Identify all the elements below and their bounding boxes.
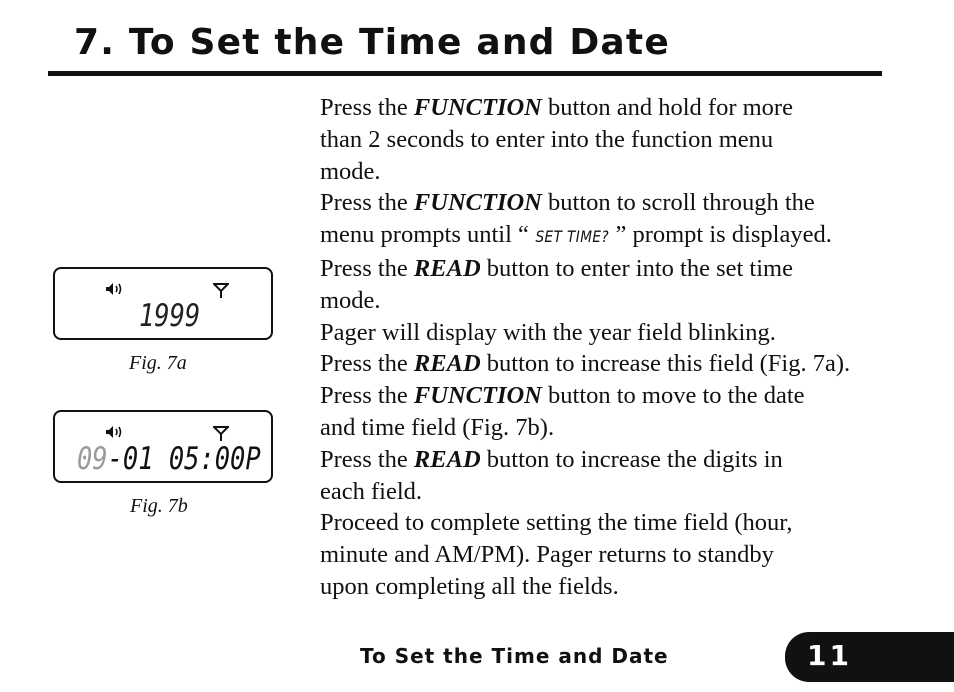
page-number: 11	[807, 639, 852, 672]
antenna-icon	[213, 425, 229, 441]
figure-caption-7a: Fig. 7a	[129, 352, 187, 374]
key-function: FUNCTION	[413, 94, 542, 121]
step-5: Press the READ button to increase this field (Fig. 7a).	[320, 350, 851, 378]
speaker-icon	[105, 425, 123, 439]
key-read: READ	[413, 254, 481, 282]
instructions-text	[320, 92, 920, 603]
blinking-month-field: 09	[77, 441, 108, 477]
speaker-icon	[105, 282, 123, 296]
step-3: Press the READ button to enter into the set time mode.	[320, 254, 793, 314]
step-8: Proceed to complete setting the time field (hour, minute and AM/PM). Pager returns to standby upon completing all the fields.	[320, 509, 793, 600]
step-7: Press the READ button to increase the digits in each field.	[320, 445, 783, 505]
step-2: Press the FUNCTION button to scroll through the menu prompts until “ SET TIME? ” prompt is displayed.	[320, 187, 920, 253]
step-6: Press the FUNCTION button to move to the date and time field (Fig. 7b).	[320, 382, 805, 441]
antenna-icon	[213, 282, 229, 298]
key-function: FUNCTION	[413, 189, 542, 217]
key-read: READ	[413, 445, 481, 473]
lcd-prompt: SET TIME?	[535, 227, 609, 247]
page-heading: 7. To Set the Time and Date	[74, 22, 670, 63]
page-number-tab	[785, 632, 954, 682]
pager-display-fig-7b	[53, 410, 273, 483]
pager-display-fig-7a	[53, 267, 273, 340]
date-time-rest: -01 05:00P	[107, 441, 261, 477]
step-4: Pager will display with the year field blinking.	[320, 318, 776, 346]
footer-section-title: To Set the Time and Date	[360, 644, 669, 668]
figure-caption-7b: Fig. 7b	[130, 495, 188, 517]
key-function: FUNCTION	[413, 382, 542, 410]
date-time-digits	[77, 442, 261, 476]
step-1: Press the FUNCTION button and hold for more than 2 seconds to enter into the function menu mode.	[320, 94, 793, 185]
key-read: READ	[413, 350, 481, 378]
year-digits: 1999	[139, 298, 201, 334]
heading-rule	[48, 71, 882, 76]
